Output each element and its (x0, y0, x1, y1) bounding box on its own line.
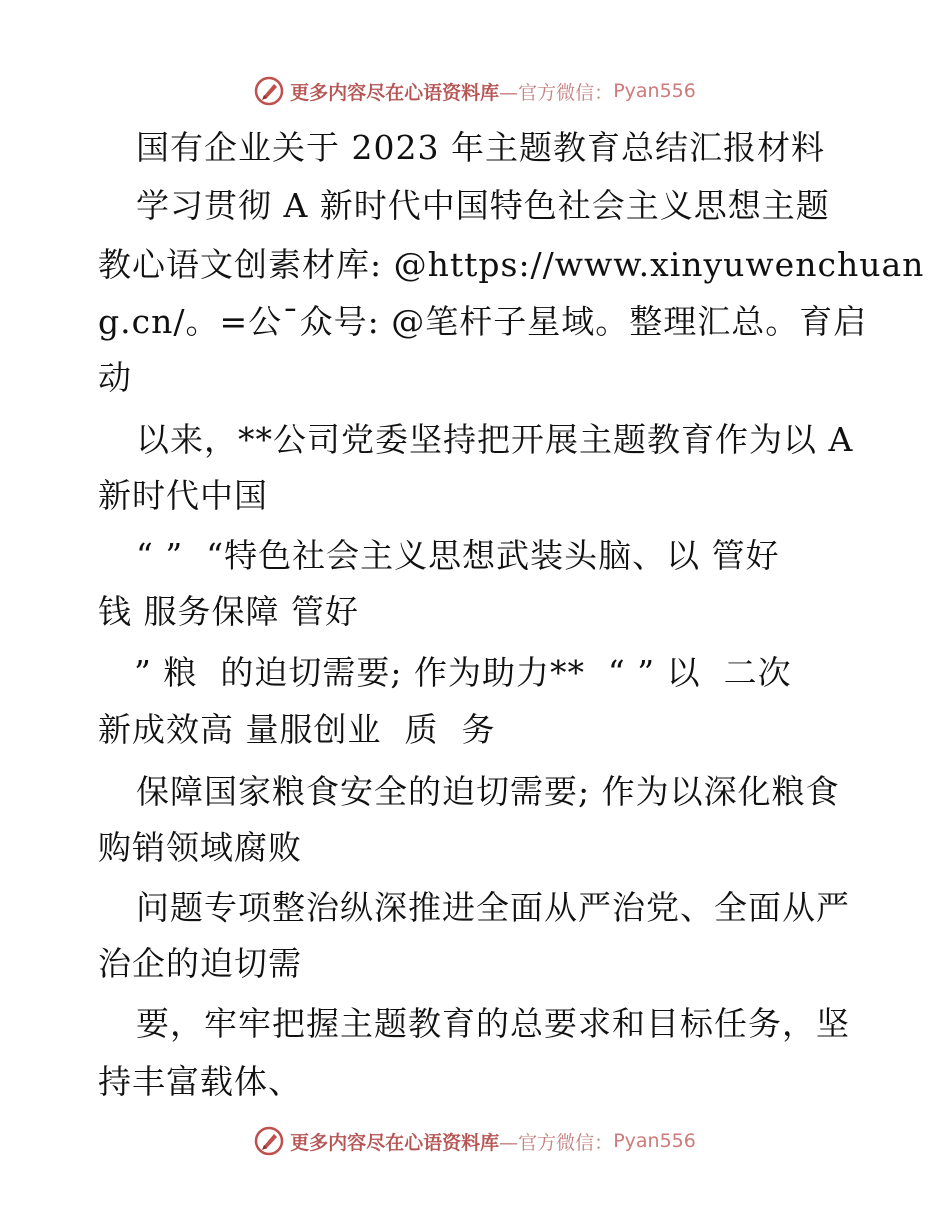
text-line: 持丰富载体、 (98, 1062, 302, 1101)
text-line: 购销领域腐败 (98, 828, 302, 867)
text-line: 问题专项整治纵深推进全面从严治党、全面从严 (136, 888, 850, 927)
text-line: 保障国家粮食安全的迫切需要; 作为以深化粮食 (136, 772, 840, 811)
text-line: 教心语文创素材库: @https://www.xinyuwenchuan (98, 245, 925, 284)
watermark-wechat-id: Pyan556 (613, 1130, 696, 1152)
watermark-brand: 更多内容尽在心语资料库 (290, 81, 500, 104)
watermark-label: —官方微信： (499, 1131, 614, 1154)
text-line: 钱 服务保障 管好 (98, 592, 359, 631)
text-line: “ ” “特色社会主义思想武装头脑、以 管好 (136, 536, 780, 575)
pen-logo-icon (254, 1126, 284, 1156)
document-title: 国有企业关于 2023 年主题教育总结汇报材料 (136, 128, 825, 167)
text-line: 新成效高 量服创业 质 务 (98, 710, 496, 749)
pen-logo-icon (254, 76, 284, 106)
text-line: 学习贯彻 A 新时代中国特色社会主义思想主题 (136, 186, 830, 225)
text-line: 要，牢牢把握主题教育的总要求和目标任务，坚 (136, 1004, 850, 1043)
text-line: 以来，**公司党委坚持把开展主题教育作为以 A (136, 420, 854, 459)
watermark-brand: 更多内容尽在心语资料库 (290, 1131, 500, 1154)
text-line: 动 (98, 358, 132, 397)
text-line: 新时代中国 (98, 476, 268, 515)
watermark-label: —官方微信： (499, 81, 614, 104)
text-line: g.cn/。=公¯众号: @笔杆子星域。整理汇总。育启 (98, 302, 868, 341)
text-line: ” 粮 的迫切需要; 作为助力** “ ” 以 二次 (134, 653, 792, 692)
watermark-banner-bottom (0, 1124, 950, 1158)
watermark-banner-top (0, 74, 950, 108)
watermark-wechat-id: Pyan556 (613, 80, 696, 102)
text-line: 治企的迫切需 (98, 944, 302, 983)
